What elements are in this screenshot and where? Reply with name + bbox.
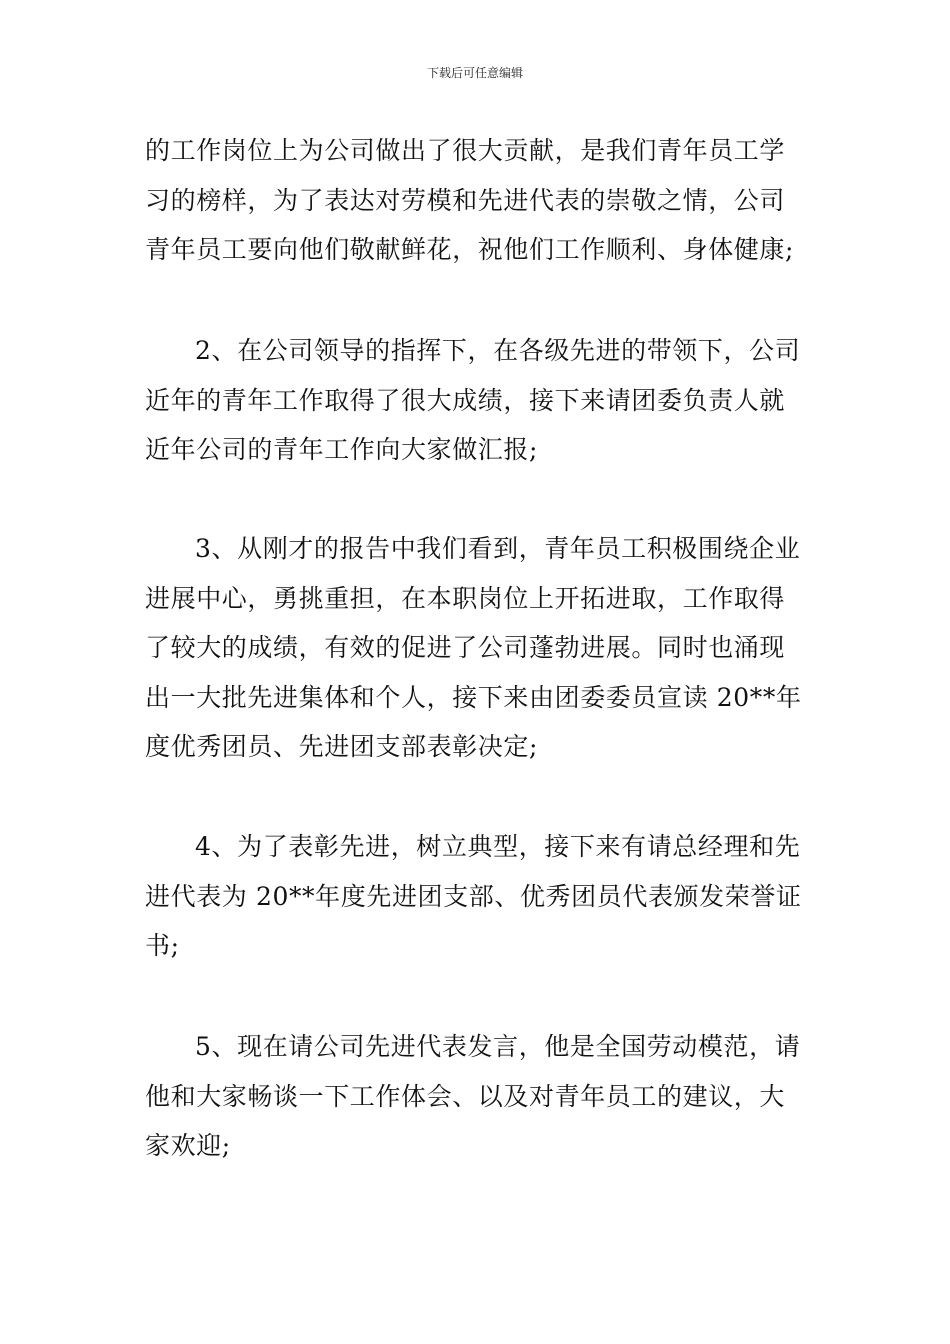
paragraph-item-4 (145, 822, 810, 971)
text-line: 度优秀团员、先进团支部表彰决定; (145, 732, 539, 761)
text-line: 出一大批先进集体和个人，接下来由团委委员宣读 20**年 (145, 682, 802, 712)
paragraph-continuation (145, 126, 810, 275)
text-line: 4、为了表彰先进，树立典型，接下来有请总经理和先 (195, 832, 801, 861)
text-line: 5、现在请公司先进代表发言，他是全国劳动模范，请 (195, 1032, 801, 1061)
text-line: 了较大的成绩，有效的促进了公司蓬勃进展。同时也涌现 (145, 633, 786, 662)
text-line: 习的榜样，为了表达对劳模和先进代表的崇敬之情，公司 (145, 185, 786, 215)
paragraph-item-3 (145, 524, 810, 772)
text-line: 青年员工要向他们敬献鲜花，祝他们工作顺利、身体健康; (145, 235, 795, 264)
page-header-note: 下载后可任意编辑 (426, 66, 523, 80)
text-line: 进代表为 20**年度先进团支部、优秀团员代表颁发荣誉证 (145, 881, 802, 911)
text-line: 近年的青年工作取得了很大成绩，接下来请团委负责人就 (145, 385, 786, 415)
paragraph-item-2 (145, 326, 810, 475)
text-line: 的工作岗位上为公司做出了很大贡献，是我们青年员工学 (145, 136, 786, 165)
paragraph-item-5 (145, 1022, 810, 1171)
text-line: 书; (145, 931, 180, 960)
text-line: 进展中心，勇挑重担，在本职岗位上开拓进取，工作取得 (145, 583, 786, 613)
text-line: 他和大家畅谈一下工作体会、以及对青年员工的建议，大 (145, 1081, 786, 1111)
text-line: 近年公司的青年工作向大家做汇报; (145, 435, 539, 464)
text-line: 2、在公司领导的指挥下，在各级先进的带领下，公司 (195, 336, 801, 365)
text-line: 家欢迎; (145, 1131, 231, 1160)
text-line: 3、从刚才的报告中我们看到，青年员工积极围绕企业 (195, 534, 801, 563)
